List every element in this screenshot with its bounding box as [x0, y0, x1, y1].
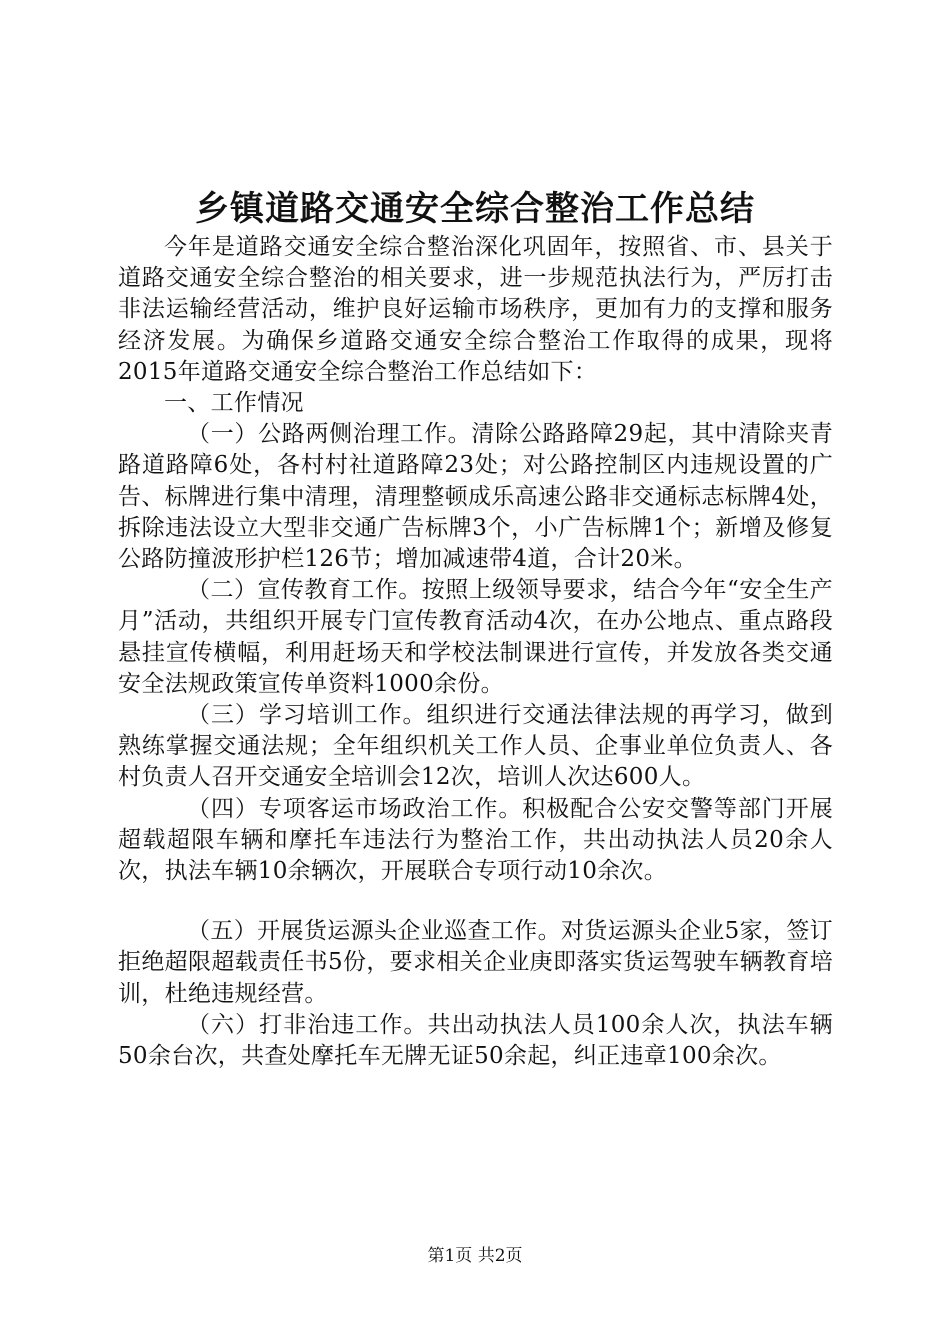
paragraph-freight-inspection: （五）开展货运源头企业巡查工作。对货运源头企业5家，签订拒绝超限超载责任书5份，要求相关企业庚即落实货运驾驶车辆教育培训，杜绝违规经营。 — [118, 918, 833, 1007]
paragraph-road-governance: （一）公路两侧治理工作。清除公路路障29起，其中清除夹青路道路障6处，各村村社道路障23处；对公路控制区内违规设置的广告、标牌进行集中清理，清理整顿成乐高速公路非交通标志标牌4处，拆除违法设立大型非交通广告标牌3个，小广告标牌1个；新增及修复公路防撞波形护栏126节；增加减速带4道，合计20米。 — [118, 421, 833, 573]
document-title: 乡镇道路交通安全综合整治工作总结 — [195, 189, 755, 229]
paragraph-publicity-education: （二）宣传教育工作。按照上级领导要求，结合今年“安全生产月”活动，共组织开展专门宣传教育活动4次，在办公地点、重点路段悬挂宣传横幅，利用赶场天和学校法制课进行宣传，并发放各类交通安全法规政策宣传单资料1000余份。 — [118, 577, 833, 697]
paragraph-passenger-market: （四）专项客运市场政治工作。积极配合公安交警等部门开展超载超限车辆和摩托车违法行为整治工作，共出动执法人员20余人次，执法车辆10余辆次，开展联合专项行动10余次。 — [118, 795, 833, 885]
page-number-footer: 第1页 共2页 — [427, 1246, 523, 1266]
intro-paragraph: 今年是道路交通安全综合整治深化巩固年，按照省、市、县关于道路交通安全综合整治的相关要求，进一步规范执法行为，严厉打击非法运输经营活动，维护良好运输市场秩序，更加有力的支撑和服务经济发展。为确保乡道路交通安全综合整治工作取得的成果，现将2015年道路交通安全综合整治工作总结如下： — [118, 234, 833, 385]
section-heading-work-status: 一、工作情况 — [164, 390, 304, 417]
paragraph-training: （三）学习培训工作。组织进行交通法律法规的再学习，做到熟练掌握交通法规；全年组织机关工作人员、企事业单位负责人、各村负责人召开交通安全培训会12次，培训人次达600人。 — [118, 702, 833, 791]
paragraph-illegal-crackdown: （六）打非治违工作。共出动执法人员100余人次，执法车辆50余台次，共查处摩托车无牌无证50余起，纠正违章100余次。 — [118, 1011, 833, 1070]
document-body — [118, 232, 833, 1072]
